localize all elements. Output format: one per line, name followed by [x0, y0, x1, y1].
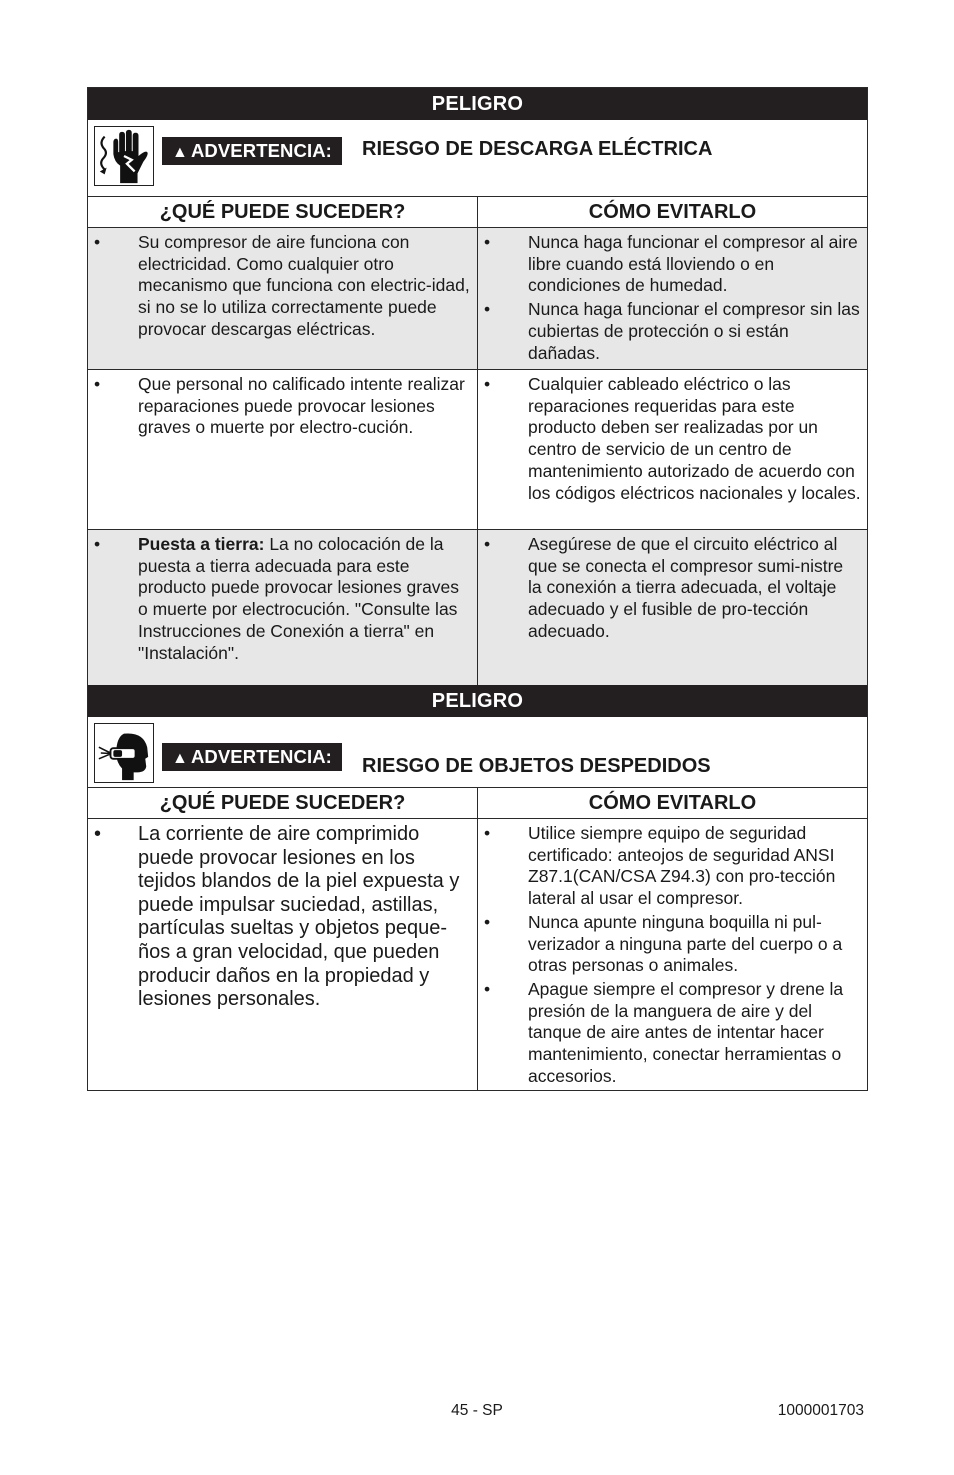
table-row [88, 228, 867, 370]
advertencia-label: ADVERTENCIA: [190, 140, 332, 161]
cell-left [88, 530, 478, 685]
col-header-what-happens: ¿QUÉ PUEDE SUCEDER? [88, 788, 478, 818]
electric-shock-icon [94, 126, 154, 186]
cell-right [478, 370, 867, 529]
list-item: • Nunca apunte ninguna boquilla ni pul-verizador a ninguna parte del cuerpo o a otras personas o animales. [484, 911, 843, 976]
list-item: • Que personal no calificado intente realizar reparaciones puede provocar lesiones graves o muerte por electro-cución. [94, 374, 465, 438]
list-item: • Cualquier cableado eléctrico o las reparaciones requeridas para este producto deben ser realizadas por un centro de servicio de un centro de mantenimiento autorizado de acuerdo con los códigos eléctricos nacionales y locales. [484, 374, 861, 503]
risk-title-projectiles: RIESGO DE OBJETOS DESPEDIDOS [362, 755, 711, 777]
warning-triangle-icon: ▲ [172, 750, 188, 767]
list-item: • Nunca haga funcionar el compresor al aire libre cuando está lloviendo o en condiciones de humedad. [484, 232, 858, 296]
list-item: • Utilice siempre equipo de seguridad certificado: anteojos de seguridad ANSI Z87.1(CAN/CSA Z94.3) con pro-tección lateral al usar el compresor. [484, 823, 836, 909]
cell-right [478, 530, 867, 685]
list-item: • Asegúrese de que el circuito eléctrico al que se conecta el compresor sumi-nistre la conexión a tierra adecuada, el voltaje adecuado y el fusible de pro-tección adecuado. [484, 534, 844, 641]
list-item: • La corriente de aire comprimido puede provocar lesiones en los tejidos blandos de la piel expuesta y puede impulsar suciedad, astillas, partículas sueltas y objetos peque-ños a gran velocidad, que pueden producir daños en la propiedad y lesiones personales. [94, 823, 460, 1011]
page-number: 45 - SP [451, 1402, 503, 1419]
hazard-header-electric [88, 120, 867, 197]
document-code: 1000001703 [777, 1402, 864, 1419]
safety-table [87, 87, 868, 1091]
column-headers [88, 788, 867, 819]
grounding-label: Puesta a tierra: [138, 534, 265, 554]
risk-title-electric: RIESGO DE DESCARGA ELÉCTRICA [362, 138, 713, 160]
table-row [88, 370, 867, 530]
advertencia-label: ADVERTENCIA: [190, 746, 332, 767]
safety-goggles-icon [94, 723, 154, 783]
cell-left [88, 228, 478, 369]
cell-right [478, 819, 867, 1090]
advertencia-badge [162, 743, 342, 771]
col-header-how-to-avoid: CÓMO EVITARLO [588, 201, 757, 223]
col-header-what-happens: ¿QUÉ PUEDE SUCEDER? [88, 197, 478, 227]
list-item: • Puesta a tierra: La no colocación de la puesta a tierra adecuada para este producto puede provocar lesiones graves o muerte por electrocución. "Consulte las Instrucciones de Conexión a tierra" en "Instalación". [94, 534, 460, 663]
peligro-banner: PELIGRO [88, 88, 867, 120]
column-headers [88, 197, 867, 228]
table-row [88, 819, 867, 1090]
list-item: • Apague siempre el compresor y drene la presión de la manguera de aire y del tanque de aire antes de intentar hacer mantenimiento, conectar herramientas o accesorios. [484, 978, 844, 1086]
list-item: • Nunca haga funcionar el compresor sin las cubiertas de protección o si están dañadas. [484, 299, 860, 363]
warning-triangle-icon: ▲ [172, 144, 188, 161]
advertencia-badge [162, 137, 342, 165]
table-row [88, 530, 867, 685]
hazard-header-projectiles [88, 717, 867, 788]
cell-right [478, 228, 867, 369]
list-item: • Su compresor de aire funciona con electricidad. Como cualquier otro mecanismo que funciona con electric-idad, si no se lo utiliza correctamente puede provocar descargas eléctricas. [94, 232, 470, 339]
cell-left [88, 370, 478, 529]
col-header-how-to-avoid: CÓMO EVITARLO [588, 792, 757, 814]
cell-left [88, 819, 478, 1090]
peligro-banner: PELIGRO [88, 685, 867, 717]
